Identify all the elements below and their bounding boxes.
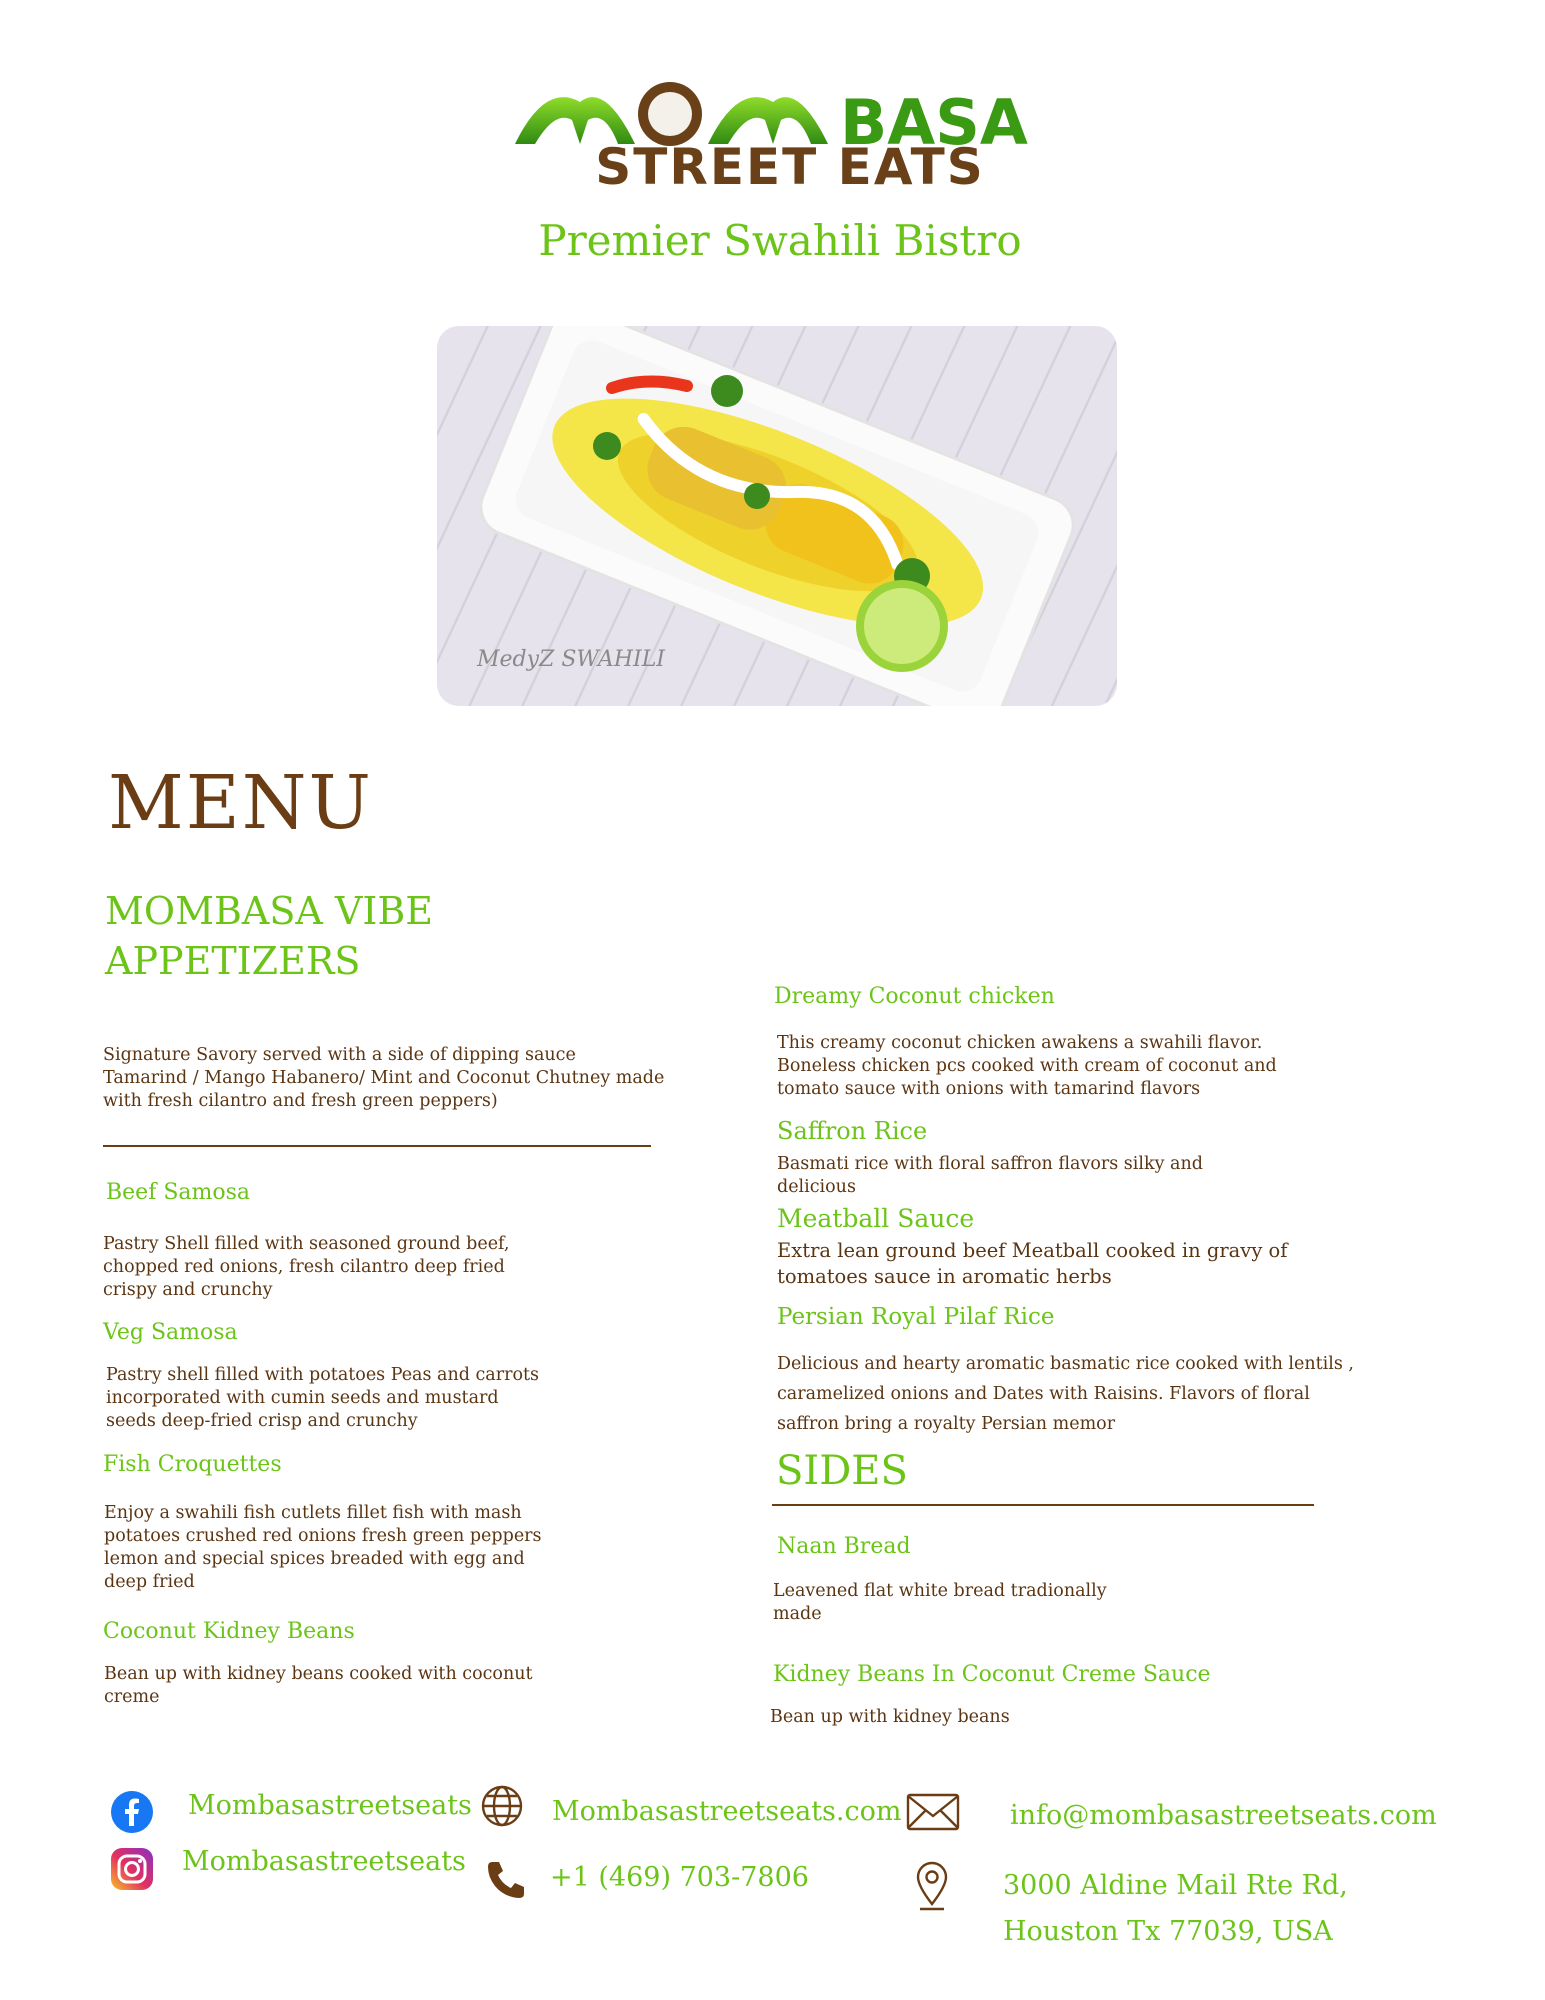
website-link[interactable]: Mombasastreetseats.com	[552, 1796, 902, 1827]
description-line: Extra lean ground beef Meatball cooked in gravy of	[777, 1239, 1288, 1262]
menu-item-description	[777, 1349, 1377, 1439]
facebook-link[interactable]: Mombasastreetseats	[188, 1790, 472, 1821]
phone-number[interactable]: +1 (469) 703-7806	[550, 1862, 809, 1893]
mail-icon	[906, 1792, 960, 1832]
description-line: tomatoes sauce in aromatic herbs	[777, 1265, 1112, 1288]
description-line: potatoes crushed red onions fresh green peppers	[104, 1526, 542, 1546]
sides-heading: SIDES	[776, 1448, 908, 1494]
appetizers-intro	[103, 1044, 703, 1113]
facebook-icon[interactable]	[110, 1790, 154, 1834]
menu-item-description	[106, 1364, 626, 1433]
instagram-link[interactable]: Mombasastreetseats	[182, 1846, 466, 1877]
description-line: Pastry shell filled with potatoes Peas and carrots	[106, 1365, 540, 1385]
menu-item-title: Dreamy Coconut chicken	[774, 984, 1055, 1009]
menu-item-description	[103, 1233, 623, 1302]
globe-icon	[480, 1784, 524, 1828]
menu-item-description	[777, 1153, 1297, 1199]
photo-watermark: MedyZ SWAHILI	[477, 647, 665, 672]
logo-subtitle: STREET EATS	[595, 138, 985, 196]
sides-divider	[772, 1504, 1314, 1506]
menu-item-description	[773, 1580, 1173, 1626]
description-line: crispy and crunchy	[103, 1280, 273, 1300]
email-link[interactable]: info@mombasastreetseats.com	[1010, 1800, 1437, 1831]
description-line: saffron bring a royalty Persian memor	[777, 1414, 1116, 1434]
location-pin-icon	[914, 1860, 950, 1912]
intro-line: Signature Savory served with a side of dipping sauce	[103, 1045, 576, 1065]
description-line: tomato sauce with onions with tamarind flavors	[777, 1079, 1201, 1099]
menu-item-title: Fish Croquettes	[103, 1452, 282, 1477]
tagline: Premier Swahili Bistro	[538, 216, 1022, 265]
menu-item-description	[777, 1032, 1337, 1101]
address-line-1: 3000 Aldine Mail Rte Rd,	[1003, 1870, 1348, 1901]
description-line: deep fried	[104, 1572, 195, 1592]
description-line: caramelized onions and Dates with Raisins. Flavors of floral	[777, 1384, 1310, 1404]
description-line: This creamy coconut chicken awakens a swahili flavor.	[777, 1033, 1263, 1053]
description-line: Leavened flat white bread tradionally	[773, 1581, 1107, 1601]
intro-line: with fresh cilantro and fresh green peppers)	[103, 1091, 498, 1111]
menu-item-title: Naan Bread	[777, 1534, 911, 1559]
menu-item-description	[777, 1238, 1337, 1290]
description-line: made	[773, 1604, 822, 1624]
menu-item-title: Coconut Kidney Beans	[103, 1619, 355, 1644]
appetizers-heading	[105, 886, 525, 986]
description-line: Bean up with kidney beans	[770, 1707, 1010, 1727]
menu-item-title: Veg Samosa	[103, 1320, 238, 1345]
phone-icon	[484, 1858, 528, 1902]
appetizers-divider	[103, 1145, 651, 1147]
appetizers-heading-line2: APPETIZERS	[105, 939, 361, 983]
menu-item-title: Saffron Rice	[777, 1117, 928, 1145]
appetizers-heading-line1: MOMBASA VIBE	[105, 889, 434, 933]
hero-food-photo	[437, 326, 1117, 706]
instagram-icon[interactable]	[110, 1847, 154, 1891]
menu-item-description	[770, 1706, 1170, 1729]
menu-item-description	[104, 1663, 624, 1709]
menu-item-title: Beef Samosa	[106, 1180, 251, 1205]
menu-item-title: Meatball Sauce	[777, 1204, 975, 1233]
description-line: chopped red onions, fresh cilantro deep fried	[103, 1257, 505, 1277]
description-line: seeds deep-fried crisp and crunchy	[106, 1411, 418, 1431]
description-line: Basmati rice with floral saffron flavors silky and	[777, 1154, 1203, 1174]
description-line: incorporated with cumin seeds and mustard	[106, 1388, 499, 1408]
description-line: delicious	[777, 1177, 856, 1197]
description-line: Bean up with kidney beans cooked with coconut	[104, 1664, 533, 1684]
address-line-2: Houston Tx 77039, USA	[1003, 1916, 1333, 1947]
description-line: creme	[104, 1687, 160, 1707]
menu-item-title: Kidney Beans In Coconut Creme Sauce	[773, 1662, 1211, 1687]
menu-item-title: Persian Royal Pilaf Rice	[777, 1304, 1055, 1330]
description-line: Boneless chicken pcs cooked with cream of coconut and	[777, 1056, 1277, 1076]
description-line: Pastry Shell filled with seasoned ground beef,	[103, 1234, 510, 1254]
logo-basa-text: BASA	[840, 86, 1028, 152]
description-line: Enjoy a swahili fish cutlets fillet fish with mash	[104, 1503, 522, 1523]
intro-line: Tamarind / Mango Habanero/ Mint and Coconut Chutney made	[103, 1068, 665, 1088]
menu-item-description	[104, 1502, 624, 1594]
menu-title: MENU	[108, 760, 373, 846]
description-line: lemon and special spices breaded with egg and	[104, 1549, 525, 1569]
description-line: Delicious and hearty aromatic basmatic rice cooked with lentils ,	[777, 1354, 1354, 1374]
